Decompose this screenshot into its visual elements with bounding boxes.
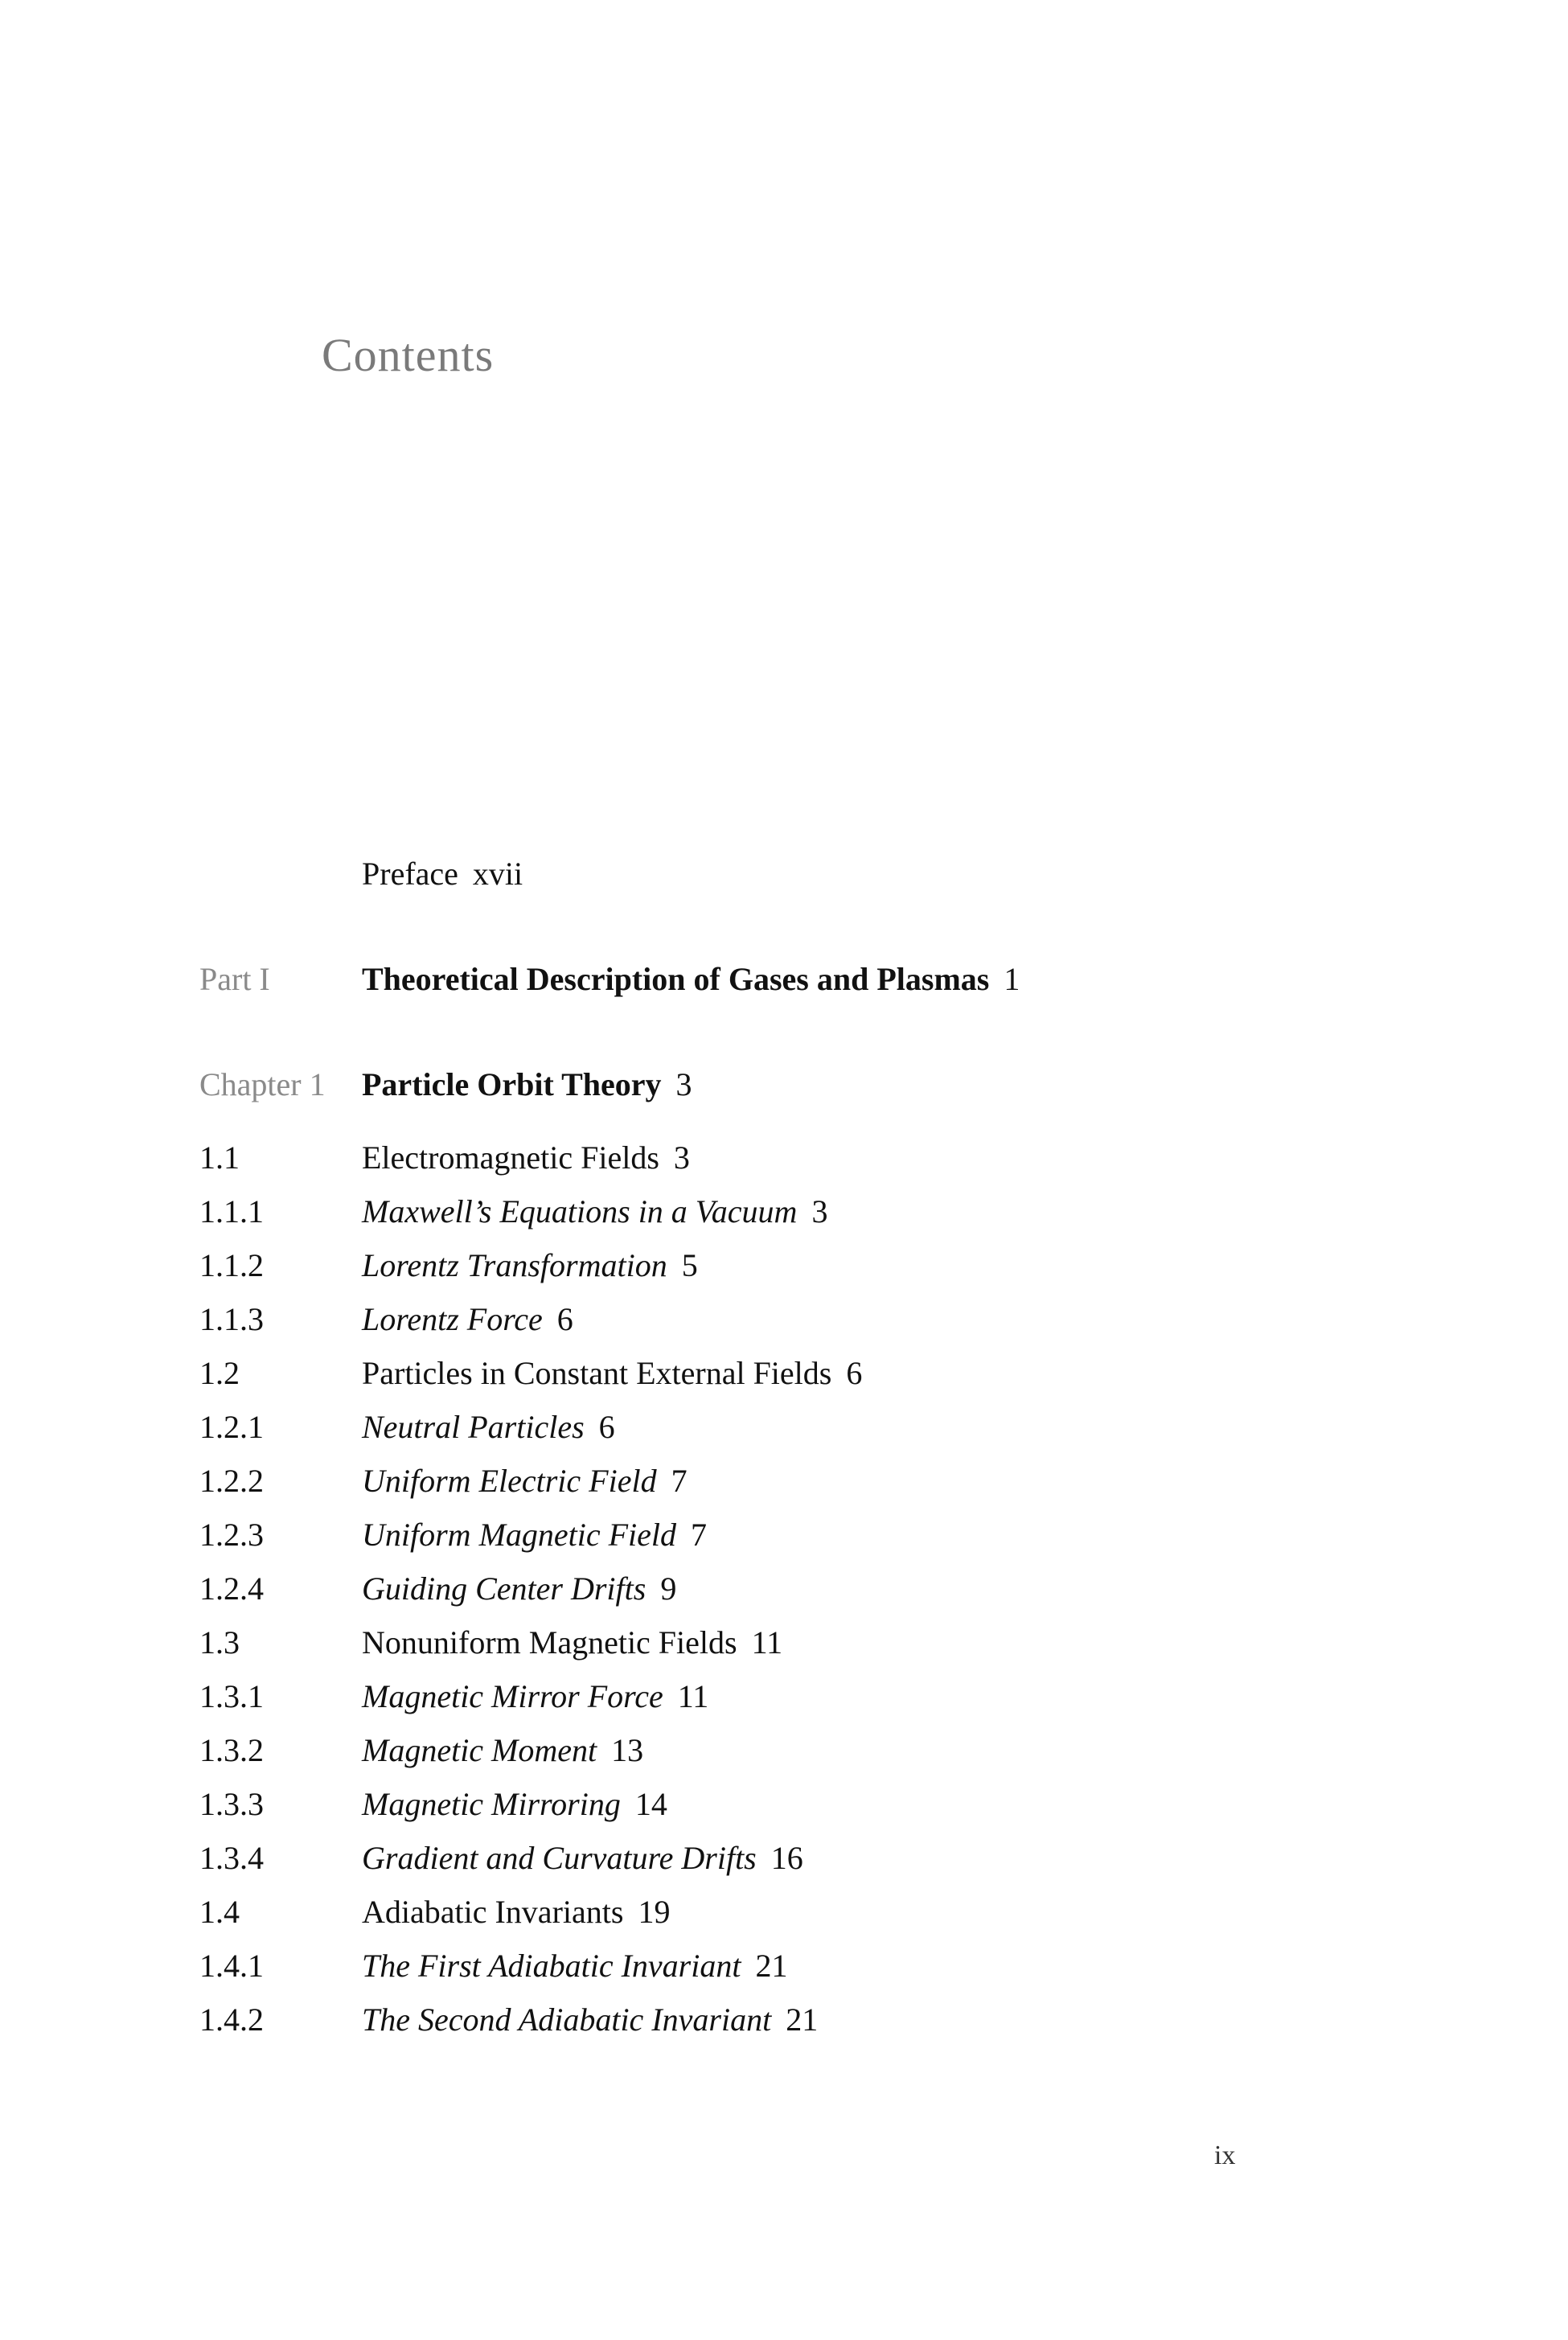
toc-entry-page: 14 [634,1786,667,1822]
toc-entry-title: Adiabatic Invariants [362,1894,624,1930]
toc-entry-number: 1.4.1 [199,1948,264,1984]
toc-entry-title: Gradient and Curvature Drifts [362,1840,757,1876]
toc-entry-text [362,1134,690,1182]
toc-entry-title: The Second Adiabatic Invariant [362,2001,772,2038]
toc-entry-text [362,1061,692,1109]
toc-entry [0,1188,1568,1236]
toc-entry-title: Theoretical Description of Gases and Plasmas [362,961,990,997]
toc-entry-title: Particles in Constant External Fields [362,1355,832,1391]
toc-entry-text [362,1295,573,1344]
toc-entry [0,955,1568,1004]
toc-entry-page: 16 [770,1840,803,1876]
toc-entry-number: 1.2.4 [199,1570,264,1607]
toc-entry [0,1457,1568,1505]
toc-entry-title: Neutral Particles [362,1409,585,1445]
toc-entry-number: 1.3 [199,1624,240,1661]
toc-entry-text [362,1942,787,1990]
toc-entry-title: Guiding Center Drifts [362,1570,646,1607]
toc-entry [0,1349,1568,1398]
page-title: Contents [322,329,495,381]
toc-entry-title: Magnetic Moment [362,1732,597,1768]
toc-entry-number: 1.1.1 [199,1193,264,1230]
toc-entry [0,850,1568,898]
toc-entry-text [362,955,1020,1004]
toc-entry-number: 1.2 [199,1355,240,1391]
toc-entry-title: Magnetic Mirror Force [362,1678,663,1714]
toc-entry-title: Lorentz Force [362,1301,543,1337]
toc-entry-number: 1.2.3 [199,1517,264,1553]
toc-entry-text [362,1511,707,1559]
toc-entry-text [362,1996,818,2044]
toc-entry-number: 1.3.2 [199,1732,264,1768]
toc-entry-page: 11 [677,1678,709,1714]
toc-entry-number: 1.2.2 [199,1463,264,1499]
toc-entry-page: 11 [751,1624,783,1661]
toc-entry-number: 1.3.4 [199,1840,264,1876]
toc-entry [0,1726,1568,1775]
toc-entry-text [362,1673,708,1721]
toc-entry-page: 21 [755,1948,788,1984]
toc-entry-number: 1.3.3 [199,1786,264,1822]
toc-entry-page: 1 [1004,961,1020,997]
toc-entry-title: Electromagnetic Fields [362,1139,659,1176]
toc-entry [0,1619,1568,1667]
toc-entry-text [362,1619,782,1667]
toc-entry-page: 13 [611,1732,644,1768]
toc-entry-text [362,1780,667,1829]
toc-entry-page: 6 [846,1355,863,1391]
page-number: ix [1214,2141,1236,2170]
toc-entry-text [362,1888,670,1936]
toc-entry-number: 1.2.1 [199,1409,264,1445]
toc-entry [0,1295,1568,1344]
toc-entry-number: 1.4.2 [199,2001,264,2038]
toc-entry-number: 1.1 [199,1139,240,1176]
toc-entry-text [362,1349,862,1398]
toc-entry [0,1942,1568,1990]
toc-entry-title: Preface [362,856,458,892]
toc-entry-page: 19 [638,1894,671,1930]
toc-entry-page: 9 [660,1570,677,1607]
toc-entry [0,1996,1568,2044]
toc-entry-page: xvii [472,856,523,892]
toc-entry [0,1061,1568,1109]
toc-entry-page: 5 [681,1247,698,1283]
toc-entry-text [362,850,523,898]
toc-entry-number: 1.1.2 [199,1247,264,1283]
toc-entry-text [362,1188,827,1236]
toc-entry-page: 21 [786,2001,819,2038]
toc-entry-text [362,1457,688,1505]
toc-entry-page: 3 [673,1139,690,1176]
toc-entry-text [362,1726,643,1775]
toc-entry-number: 1.3.1 [199,1678,264,1714]
toc-entry [0,1403,1568,1451]
toc-entry-number: 1.4 [199,1894,240,1930]
toc-entry [0,1888,1568,1936]
toc-entry-title: Maxwell’s Equations in a Vacuum [362,1193,798,1230]
toc-entry-page: 6 [598,1409,615,1445]
toc-entry-text [362,1565,676,1613]
toc-entry [0,1511,1568,1559]
toc-entry-title: Particle Orbit Theory [362,1066,662,1102]
toc-entry-page: 7 [671,1463,688,1499]
toc-entry-text [362,1834,803,1882]
toc-entry [0,1242,1568,1290]
toc-entry-number: Part I [199,961,270,997]
toc-entry-title: Lorentz Transformation [362,1247,667,1283]
toc-entry-text [362,1242,698,1290]
toc-entry [0,1834,1568,1882]
toc-entry-title: Nonuniform Magnetic Fields [362,1624,737,1661]
toc-entry-title: Uniform Electric Field [362,1463,657,1499]
toc-entry-page: 6 [556,1301,573,1337]
toc-entry-number: 1.1.3 [199,1301,264,1337]
toc-entry-number: Chapter 1 [199,1066,326,1102]
toc-entry-page: 7 [691,1517,708,1553]
toc-entry-title: The First Adiabatic Invariant [362,1948,741,1984]
toc-entry [0,1565,1568,1613]
toc-entry-page: 3 [675,1066,692,1102]
toc-entry [0,1673,1568,1721]
toc-entry-page: 3 [811,1193,828,1230]
toc-entry-title: Magnetic Mirroring [362,1786,621,1822]
toc-entry-text [362,1403,615,1451]
toc-entry [0,1780,1568,1829]
toc-entry-title: Uniform Magnetic Field [362,1517,677,1553]
toc-entry [0,1134,1568,1182]
